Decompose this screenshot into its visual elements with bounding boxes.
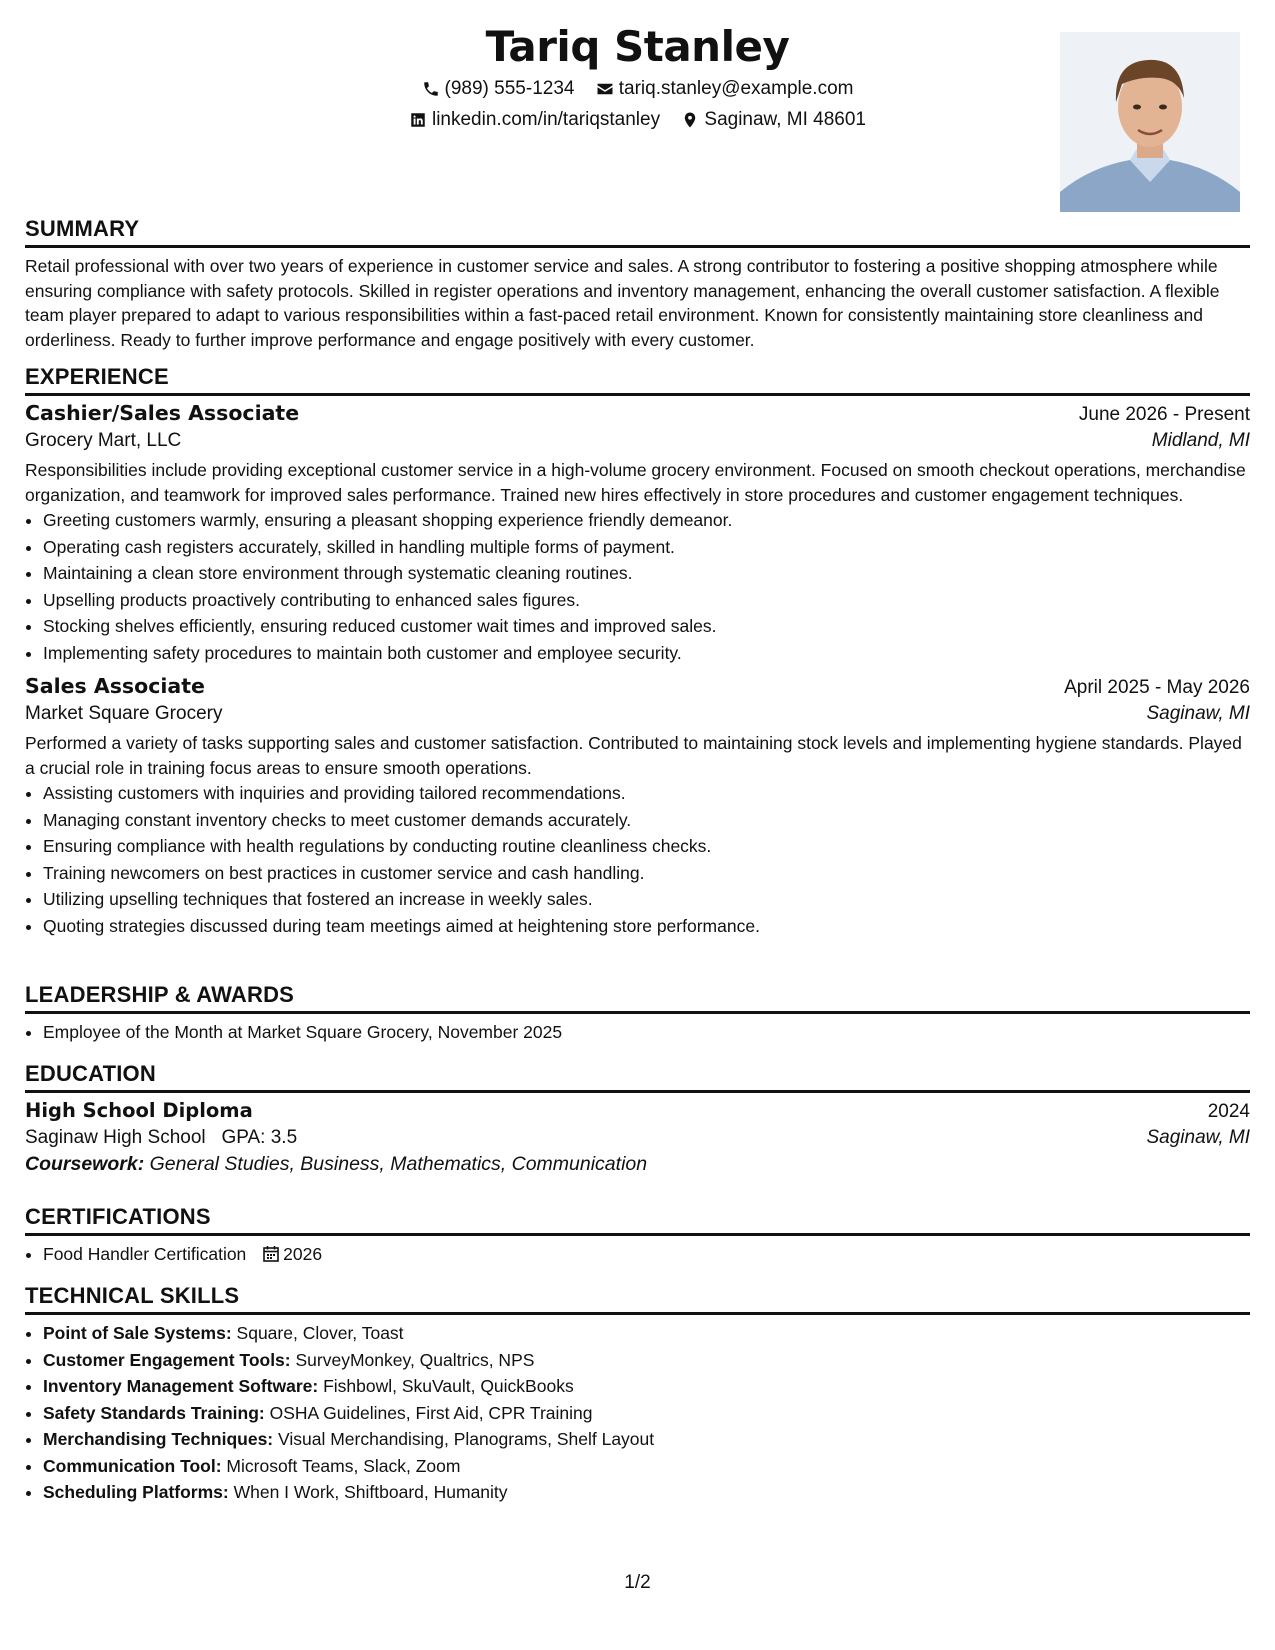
summary-section — [25, 216, 1250, 352]
job-header-row — [25, 401, 1250, 426]
job-location: Midland, MI — [1151, 430, 1250, 451]
job-description: Responsibilities include providing exceptional customer service in a high-volume grocery environment. Focused on smooth checkout operations, merchandise organization, and teamwork for improved sales performance. Trained new hires effectively in store procedures and customer engagement techniques. — [25, 460, 1246, 505]
list-item: • Employee of the Month at Market Square Grocery, November 2025 — [43, 1019, 1250, 1046]
skill-value: Microsoft Teams, Slack, Zoom — [226, 1455, 461, 1476]
experience-heading: EXPERIENCE — [25, 364, 1250, 396]
resume-header — [25, 22, 1250, 222]
list-item: • Operating cash registers accurately, skilled in handling multiple forms of payment. — [43, 534, 1250, 561]
summary-heading: SUMMARY — [25, 216, 1250, 248]
leadership-section — [25, 982, 1250, 1046]
job-company: Market Square Grocery — [25, 703, 223, 724]
school-name: Saginaw High School — [25, 1127, 206, 1148]
school-info — [25, 1127, 297, 1149]
skill-value: When I Work, Shiftboard, Humanity — [233, 1482, 508, 1502]
phone-icon — [422, 80, 440, 98]
skill-value: Fishbowl, SkuVault, QuickBooks — [323, 1376, 574, 1396]
certifications-heading: CERTIFICATIONS — [25, 1204, 1250, 1236]
list-item — [43, 1241, 1250, 1268]
list-item — [43, 1453, 1250, 1480]
linkedin-contact[interactable] — [409, 109, 660, 131]
job-title: Sales Associate — [25, 674, 205, 698]
job-title: Cashier/Sales Associate — [25, 401, 300, 425]
location-contact — [681, 109, 866, 131]
education-section — [25, 1061, 1250, 1176]
job-description: Performed a variety of tasks supporting sales and customer satisfaction. Contributed to maintaining stock levels and implementing hygiene standards. Played a crucial role in training focus areas to ensure smooth operations. — [25, 733, 1242, 778]
education-header-row — [25, 1099, 1250, 1123]
list-item: • Greeting customers warmly, ensuring a pleasant shopping experience friendly demeanor. — [43, 507, 1250, 534]
coursework-text: General Studies, Business, Mathematics, Communication — [149, 1153, 648, 1175]
skills-list — [25, 1320, 1250, 1506]
education-school-row — [25, 1127, 1250, 1149]
list-item — [43, 1373, 1250, 1400]
skill-value: OSHA Guidelines, First Aid, CPR Training — [269, 1402, 593, 1423]
job-dates: April 2025 - May 2026 — [1064, 677, 1250, 698]
resume-page — [25, 0, 1250, 1650]
list-item: • Assisting customers with inquiries and providing tailored recommendations. — [43, 780, 1250, 807]
list-item — [43, 1320, 1250, 1347]
job-location: Saginaw, MI — [1146, 703, 1250, 724]
envelope-icon — [596, 80, 614, 98]
skill-label: Merchandising Techniques: — [43, 1429, 274, 1449]
skill-label: Inventory Management Software: — [43, 1376, 319, 1396]
skill-label: Point of Sale Systems: — [43, 1323, 232, 1343]
experience-section — [25, 364, 1250, 939]
linkedin-icon — [409, 111, 427, 129]
skill-label: Customer Engagement Tools: — [43, 1349, 291, 1370]
skill-label: Scheduling Platforms: — [43, 1482, 229, 1502]
job-company: Grocery Mart, LLC — [25, 430, 182, 451]
skill-label: Communication Tool: — [43, 1455, 222, 1476]
certifications-section — [25, 1204, 1250, 1268]
degree-title: High School Diploma — [25, 1099, 253, 1122]
job-entry — [25, 674, 1250, 939]
page-number: 1/2 — [624, 1572, 651, 1593]
map-pin-icon — [681, 111, 699, 129]
profile-photo — [1060, 32, 1240, 212]
gpa: GPA: 3.5 — [221, 1127, 298, 1148]
school-location: Saginaw, MI — [1146, 1127, 1250, 1148]
list-item: • Quoting strategies discussed during team meetings aimed at heightening store performance. — [43, 913, 1250, 940]
list-item — [43, 1479, 1250, 1506]
list-item: • Managing constant inventory checks to meet customer demands accurately. — [43, 807, 1250, 834]
linkedin-text: linkedin.com/in/tariqstanley — [431, 109, 661, 130]
list-item: • Stocking shelves efficiently, ensuring reduced customer wait times and improved sales. — [43, 613, 1250, 640]
list-item: • Maintaining a clean store environment through systematic cleaning routines. — [43, 560, 1250, 587]
list-item: • Implementing safety procedures to maintain both customer and employee security. — [43, 640, 1250, 667]
job-entry — [25, 401, 1250, 666]
skills-section — [25, 1283, 1250, 1506]
skill-value: SurveyMonkey, Qualtrics, NPS — [295, 1349, 535, 1370]
certification-name: Food Handler Certification — [43, 1244, 247, 1264]
certification-year: 2026 — [283, 1244, 323, 1264]
leadership-heading: LEADERSHIP & AWARDS — [25, 982, 1250, 1014]
skill-label: Safety Standards Training: — [43, 1402, 265, 1423]
phone-contact[interactable] — [422, 78, 575, 100]
list-item: • Ensuring compliance with health regulations by conducting routine cleanliness checks. — [43, 833, 1250, 860]
certifications-list — [25, 1241, 1250, 1268]
skill-value: Visual Merchandising, Planograms, Shelf Layout — [278, 1429, 655, 1449]
skills-heading: TECHNICAL SKILLS — [25, 1283, 1250, 1315]
job-header-row — [25, 674, 1250, 699]
job-company-row — [25, 703, 1250, 725]
education-year: 2024 — [1207, 1101, 1250, 1122]
list-item — [43, 1426, 1250, 1453]
location-text: Saginaw, MI 48601 — [704, 109, 867, 130]
list-item — [43, 1400, 1250, 1427]
list-item: • Utilizing upselling techniques that fostered an increase in weekly sales. — [43, 886, 1250, 913]
education-heading: EDUCATION — [25, 1061, 1250, 1093]
coursework-line — [25, 1153, 1250, 1176]
job-dates: June 2026 - Present — [1078, 404, 1250, 425]
calendar-icon — [263, 1245, 279, 1262]
list-item: • Upselling products proactively contributing to enhanced sales figures. — [43, 587, 1250, 614]
phone-text: (989) 555-1234 — [444, 78, 575, 99]
list-item — [43, 1347, 1250, 1374]
skill-value: Square, Clover, Toast — [236, 1323, 404, 1343]
job-bullets — [25, 507, 1250, 666]
email-contact[interactable] — [596, 78, 854, 100]
job-bullets — [25, 780, 1250, 939]
list-item: • Training newcomers on best practices in customer service and cash handling. — [43, 860, 1250, 887]
coursework-label: Coursework: — [25, 1153, 145, 1175]
email-text: tariq.stanley@example.com — [618, 78, 854, 99]
candidate-name: Tariq Stanley — [485, 22, 790, 71]
summary-text: Retail professional with over two years of experience in customer service and sales. A strong contributor to fostering a positive shopping atmosphere while ensuring compliance with safety protocols. Skilled in register operations and inventory management, enhancing the overall customer satisfaction. A flexible team player prepared to adapt to various responsibilities within a fast-paced retail environment. Known for consistently maintaining store cleanliness and orderliness. Ready to further improve performance and engage positively with every customer. — [25, 256, 1220, 350]
portrait-image — [1060, 32, 1240, 212]
leadership-list — [25, 1019, 1250, 1046]
job-company-row — [25, 430, 1250, 452]
